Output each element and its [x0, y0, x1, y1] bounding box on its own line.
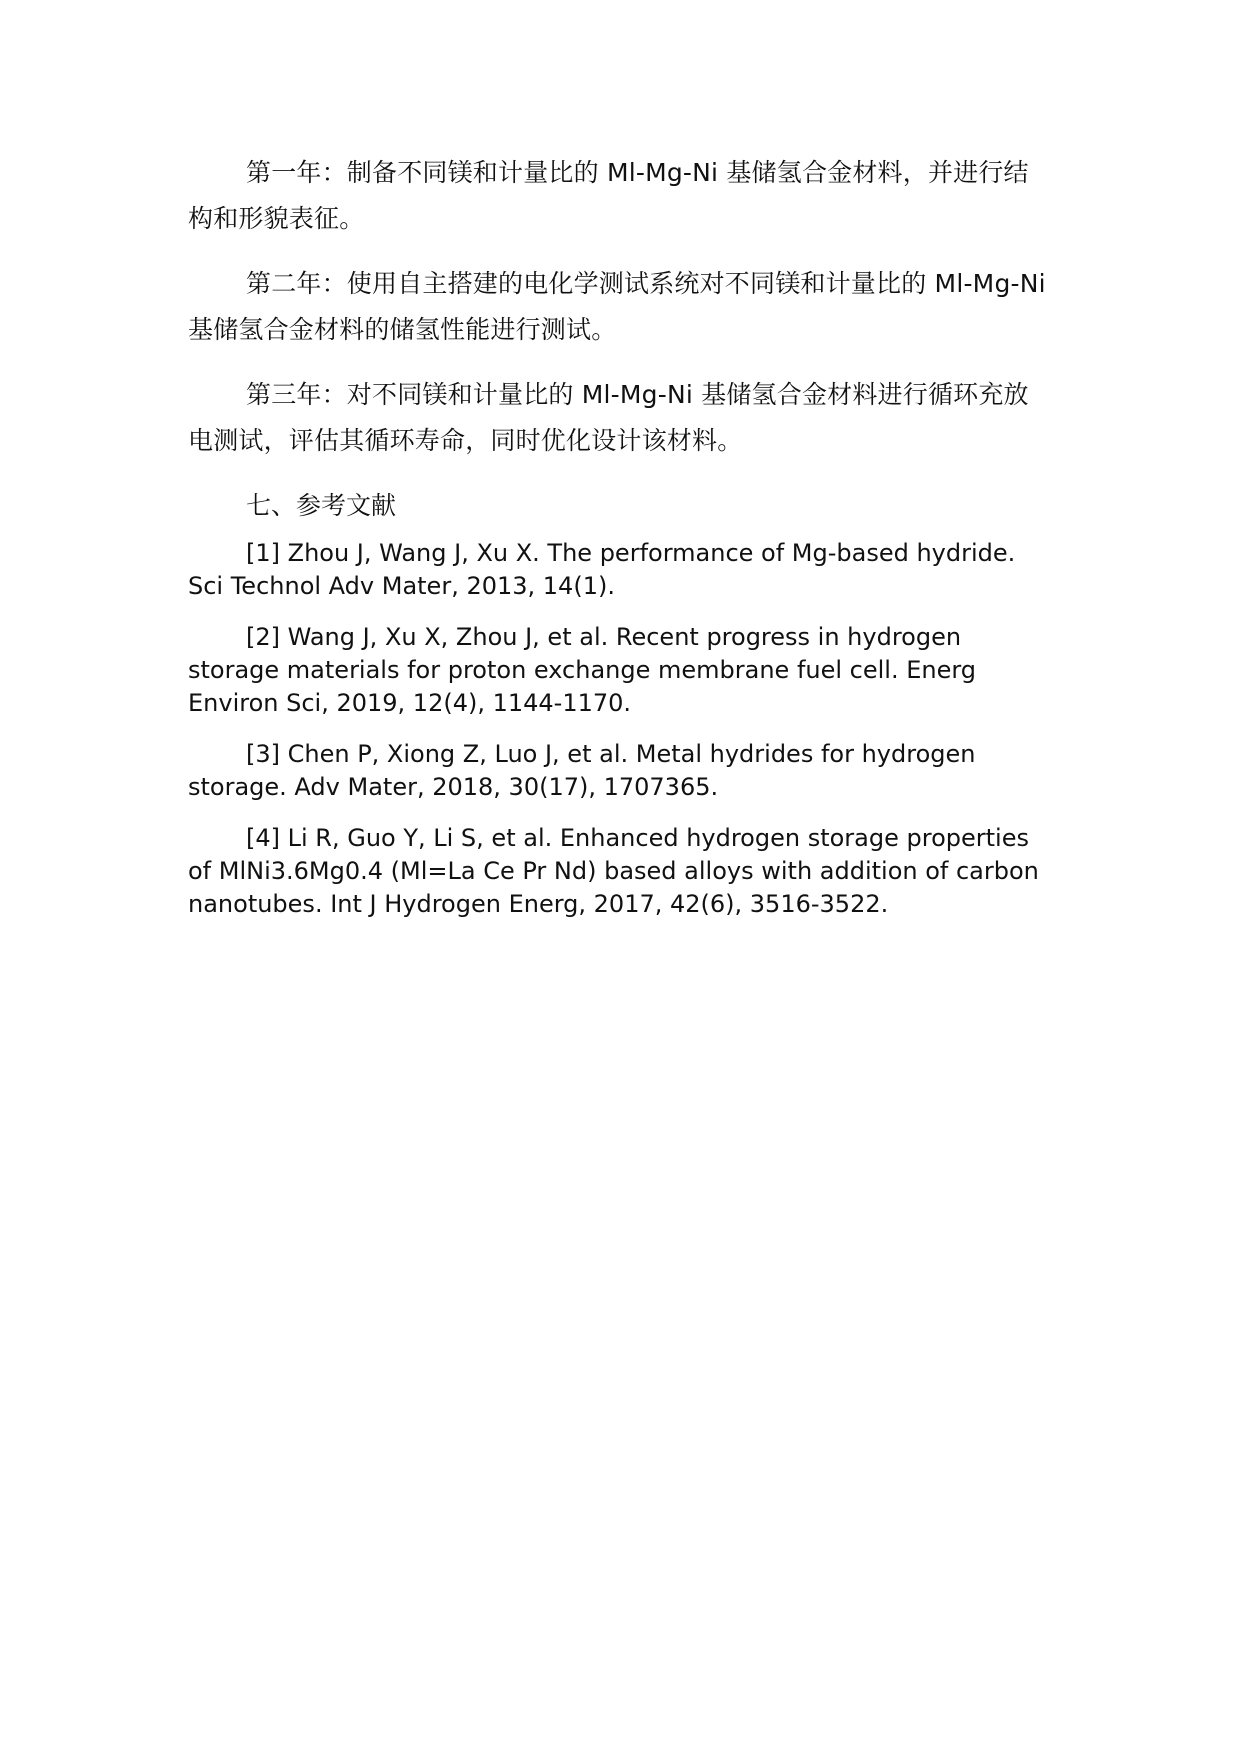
- plan-year-3: 第三年：对不同镁和计量比的 Ml-Mg-Ni 基储氢合金材料进行循环充放电测试，评估其循环寿命，同时优化设计该材料。: [188, 380, 1029, 455]
- reference-1: [1] Zhou J, Wang J, Xu X. The performance of Mg-based hydride. Sci Technol Adv Mater, 2013, 14(1).: [188, 539, 1016, 600]
- page-content: [188, 150, 1053, 939]
- plan-year-2: 第二年：使用自主搭建的电化学测试系统对不同镁和计量比的 Ml-Mg-Ni 基储氢合金材料的储氢性能进行测试。: [188, 269, 1046, 344]
- plan-year-1: 第一年：制备不同镁和计量比的 Ml-Mg-Ni 基储氢合金材料，并进行结构和形貌表征。: [188, 158, 1029, 233]
- reference-2: [2] Wang J, Xu X, Zhou J, et al. Recent progress in hydrogen storage materials for proton exchange membrane fuel cell. Energ Environ Sci, 2019, 12(4), 1144-1170.: [188, 623, 977, 717]
- references-heading: 七、参考文献: [246, 491, 397, 520]
- reference-4: [4] Li R, Guo Y, Li S, et al. Enhanced hydrogen storage properties of MlNi3.6Mg0.4 (Ml=La Ce Pr Nd) based alloys with addition of carbon nanotubes. Int J Hydrogen Energ, 2017, 42(6), 3516-3522.: [188, 824, 1039, 918]
- reference-3: [3] Chen P, Xiong Z, Luo J, et al. Metal hydrides for hydrogen storage. Adv Mater, 2018, 30(17), 1707365.: [188, 740, 976, 801]
